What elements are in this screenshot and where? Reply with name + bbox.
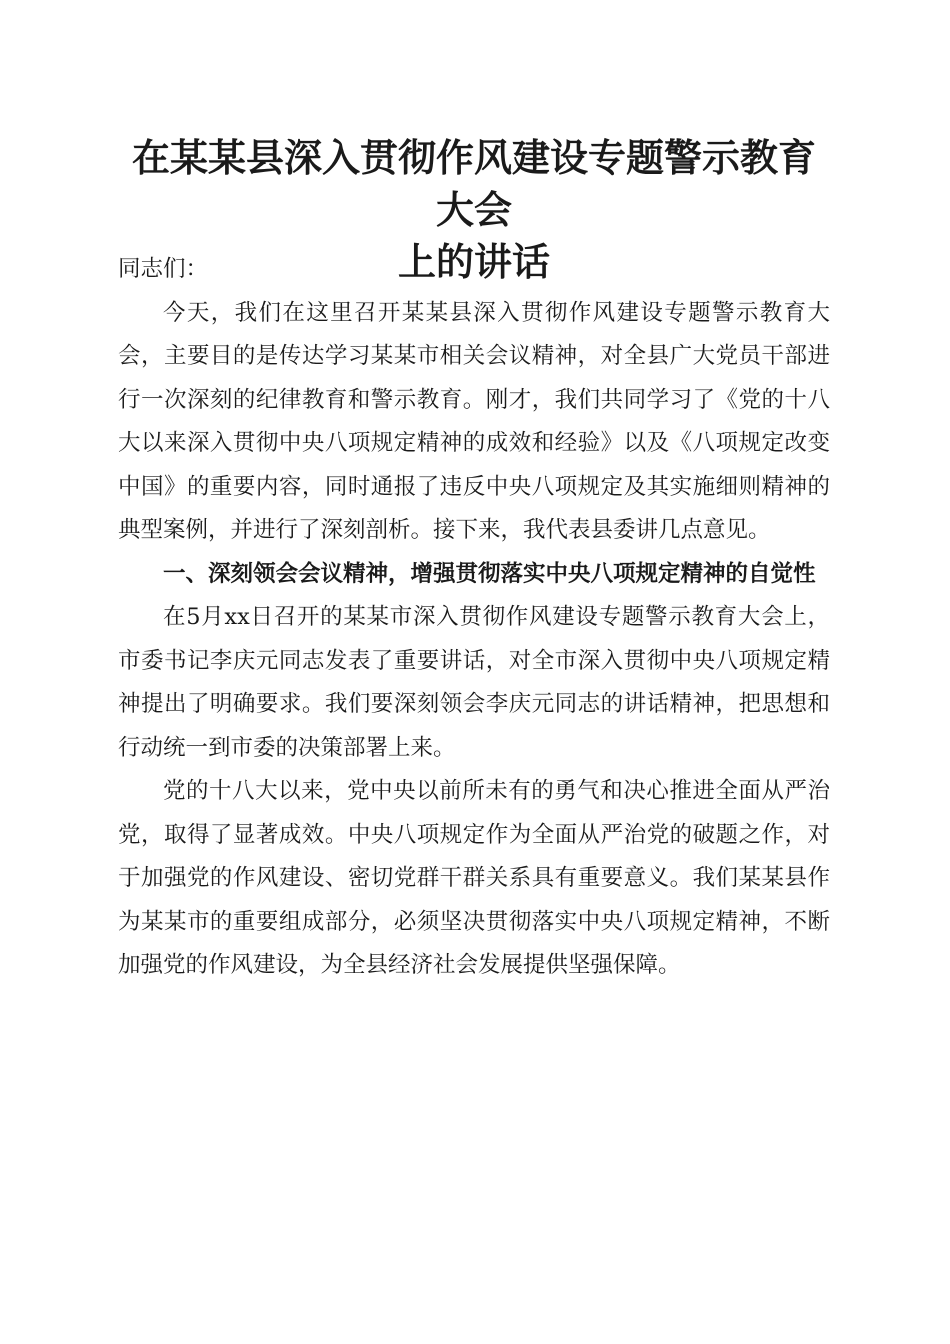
title-line-1: 在某某县深入贯彻作风建设专题警示教育大会 [131, 135, 816, 232]
paragraph-intro: 今天，我们在这里召开某某县深入贯彻作风建设专题警示教育大会，主要目的是传达学习某某市相关会议精神，对全县广大党员干部进行一次深刻的纪律教育和警示教育。刚才，我们共同学习了《党的十八大以来深入贯彻中央八项规定精神的成效和经验》以及《八项规定改变中国》的重要内容，同时通报了违反中央八项规定及其实施细则精神的典型案例，并进行了深刻剖析。接下来，我代表县委讲几点意见。 [118, 299, 830, 543]
salutation: 同志们： [118, 256, 209, 282]
paragraph-party-building: 党的十八大以来，党中央以前所未有的勇气和决心推进全面从严治党，取得了显著成效。中央八项规定作为全面从严治党的破题之作，对于加强党的作风建设、密切党群干群关系具有重要意义。我们某某县作为某某市的重要组成部分，必须坚决贯彻落实中央八项规定精神，不断加强党的作风建设，为全县经济社会发展提供坚强保障。 [118, 778, 830, 978]
title-line-2: 上的讲话 [397, 239, 550, 284]
paragraph-meeting: 在5月xx日召开的某某市深入贯彻作风建设专题警示教育大会上，市委书记李庆元同志发表了重要讲话，对全市深入贯彻中央八项规定精神提出了明确要求。我们要深刻领会李庆元同志的讲话精神，把思想和行动统一到市委的决策部署上来。 [118, 604, 830, 761]
section-heading-1: 一、深刻领会会议精神，增强贯彻落实中央八项规定精神的自觉性 [163, 560, 816, 587]
document-page [118, 0, 830, 1344]
document-body [118, 248, 830, 988]
